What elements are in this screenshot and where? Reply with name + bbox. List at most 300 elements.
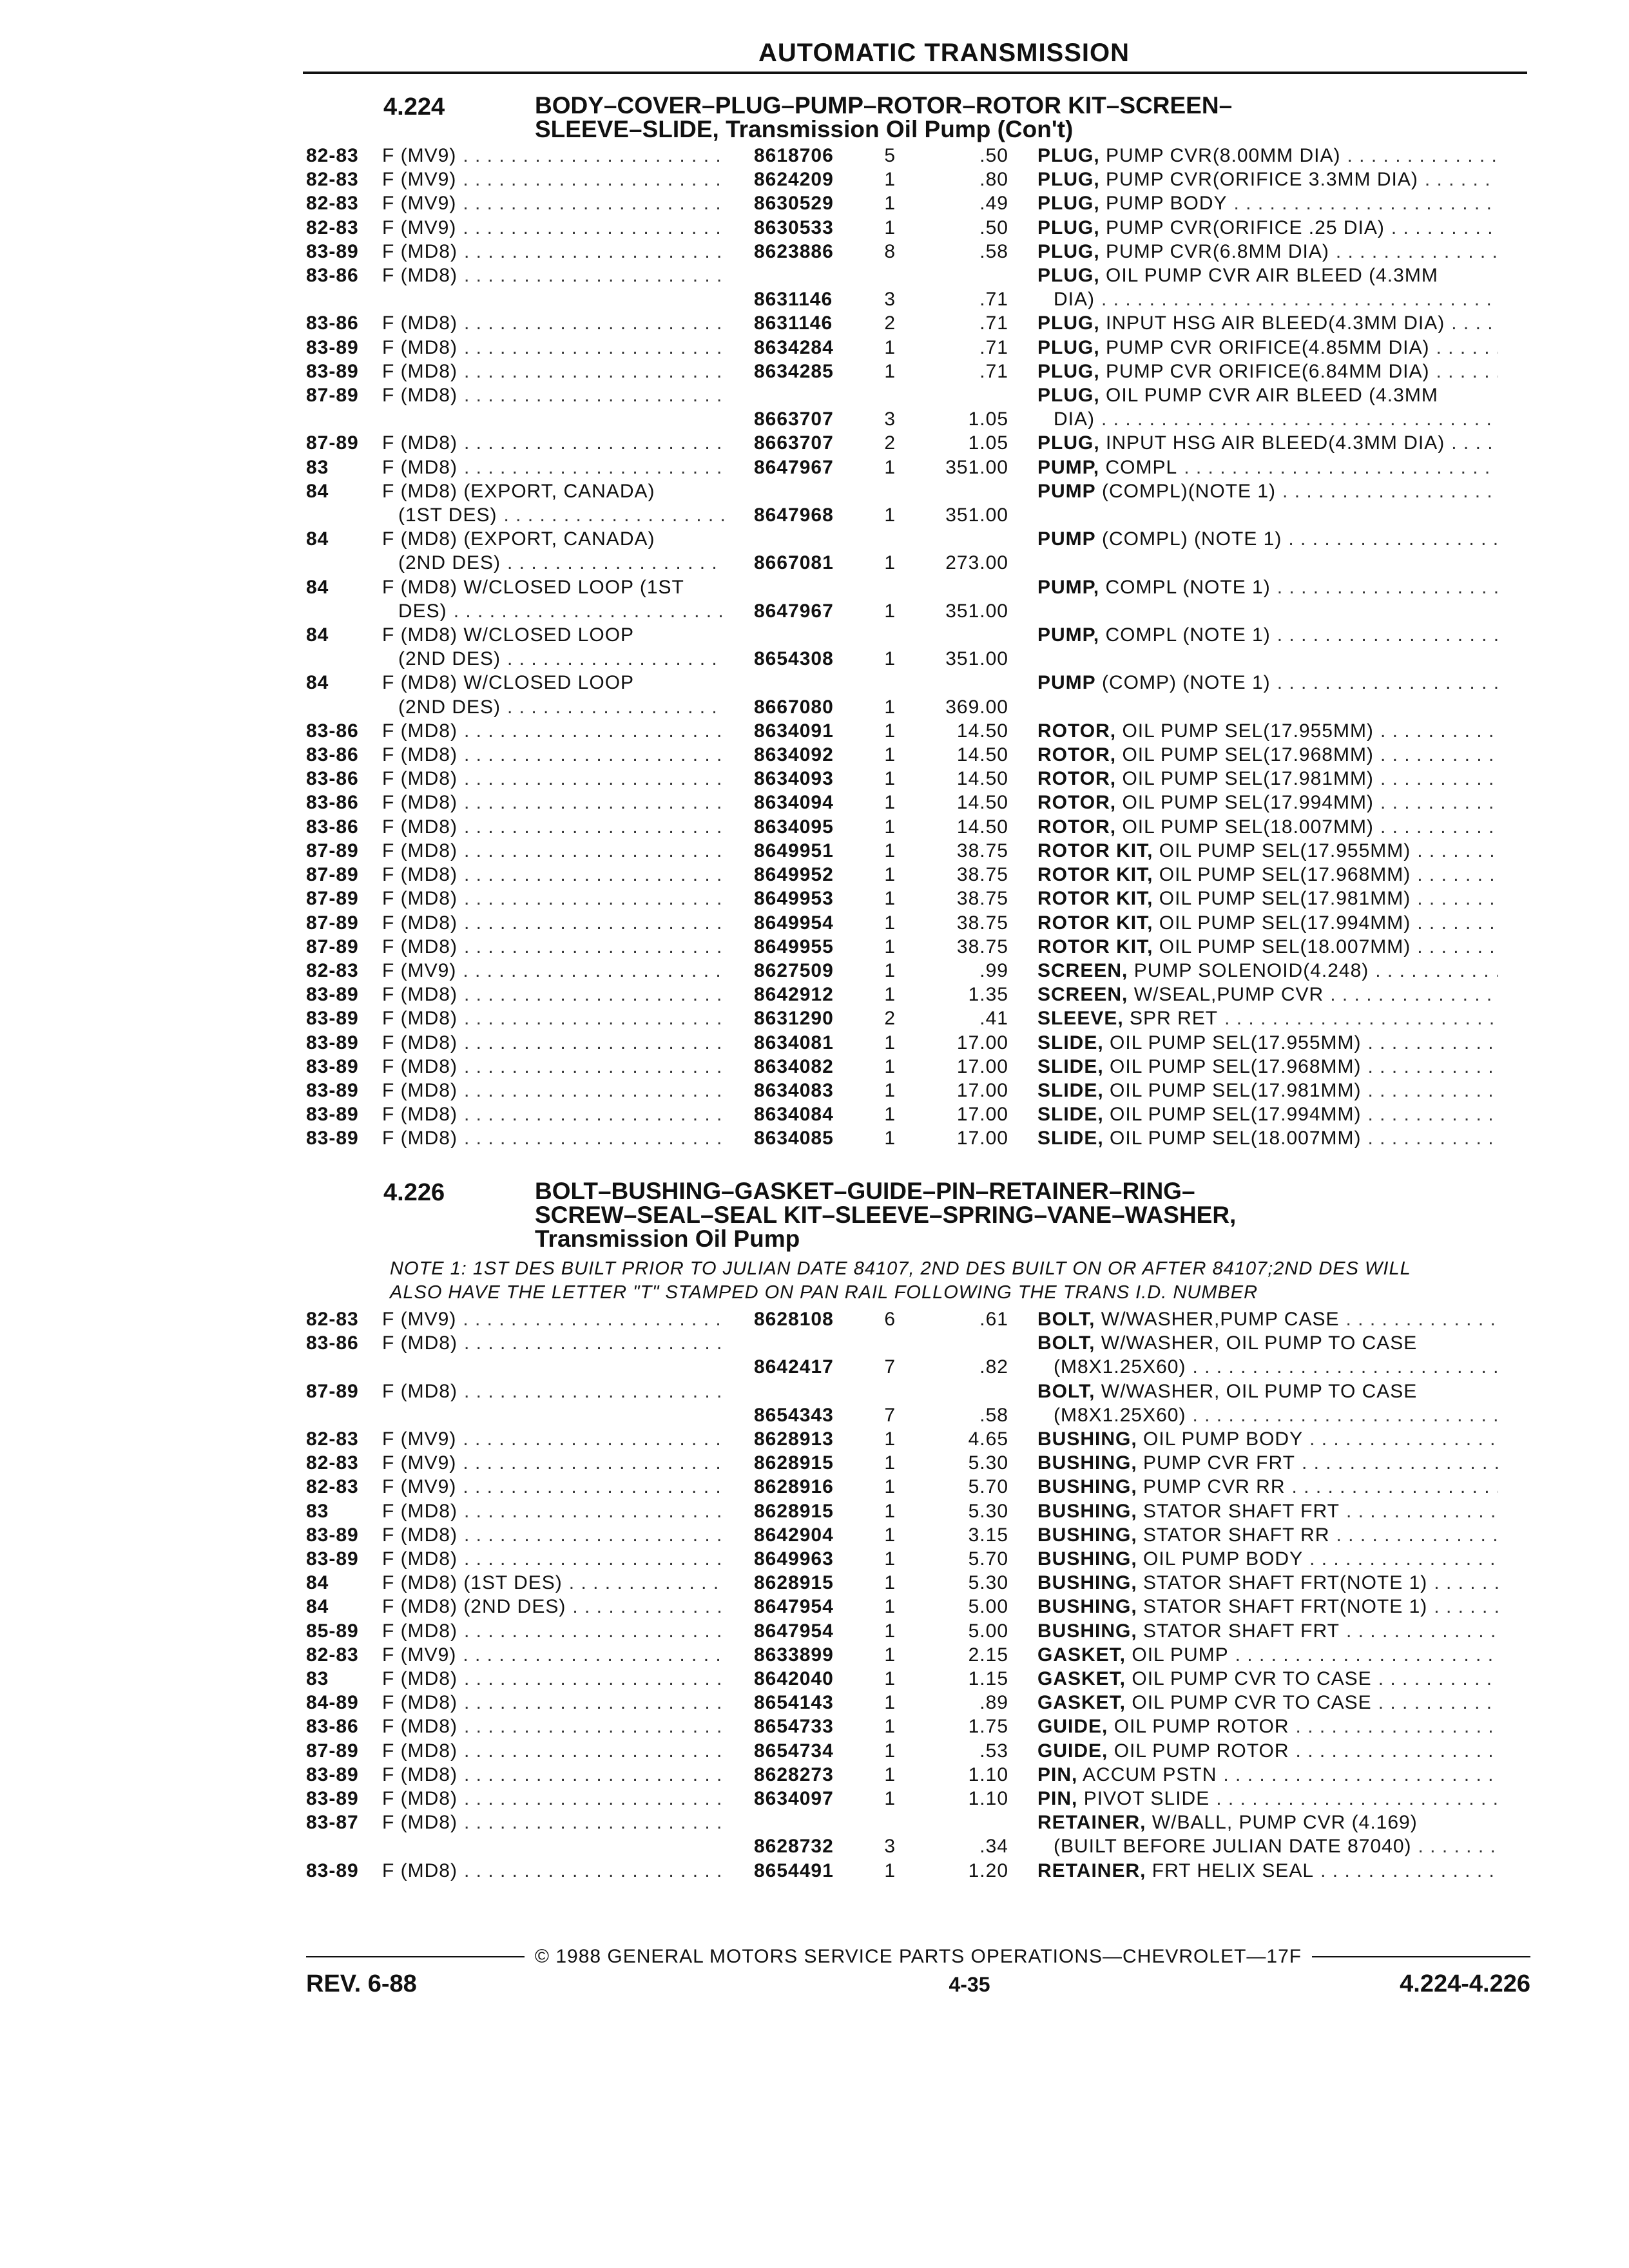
model-year: 83-89 — [306, 1524, 359, 1546]
description-line — [1037, 623, 1498, 647]
model-text: F (MD8) — [382, 1079, 458, 1101]
part-number: 8634284 — [754, 336, 834, 358]
model-year: 83-89 — [306, 360, 359, 382]
description-line — [1037, 1763, 1498, 1787]
price: 369.00 — [945, 696, 1008, 718]
model-code — [382, 1787, 754, 1811]
description-text: OIL PUMP SEL(18.007MM) — [1116, 816, 1374, 838]
description-line — [1037, 216, 1498, 240]
model-code — [382, 431, 754, 455]
table-row — [306, 791, 1530, 814]
description-text: DIA) — [1054, 408, 1095, 430]
description — [1037, 1379, 1498, 1427]
table-row — [306, 1499, 1530, 1523]
description-text: OIL PUMP SEL(17.968MM) — [1116, 744, 1374, 766]
leader-dots — [464, 1619, 725, 1643]
part-number: 8628273 — [754, 1763, 834, 1785]
model-text: F (MV9) — [382, 1476, 457, 1498]
model-code — [382, 1811, 754, 1858]
model-line — [382, 911, 754, 935]
price: 17.00 — [956, 1032, 1008, 1053]
model-year: 87-89 — [306, 385, 359, 407]
model-code — [382, 1523, 754, 1547]
model-code — [382, 1307, 754, 1331]
model-code — [382, 311, 754, 335]
model-line — [382, 887, 754, 910]
model-line — [382, 839, 754, 863]
description — [1037, 575, 1498, 623]
leader-dots — [464, 431, 725, 455]
description-line — [1037, 1355, 1498, 1379]
model-line — [382, 935, 754, 959]
table-row — [306, 1811, 1530, 1858]
description-line — [1037, 1571, 1498, 1595]
leader-dots — [464, 360, 725, 383]
description — [1037, 1523, 1498, 1547]
model-year: 83-89 — [306, 1548, 359, 1570]
model-line — [382, 983, 754, 1006]
model-year: 83 — [306, 1500, 329, 1522]
table-row — [306, 191, 1530, 215]
section-number: 4.224 — [383, 93, 445, 120]
price: 3.15 — [968, 1524, 1008, 1546]
quantity: 5 — [884, 145, 896, 166]
model-text: F (MD8) — [382, 1055, 458, 1077]
description-line — [1037, 527, 1498, 551]
model-line — [382, 1307, 754, 1331]
model-text: F (MD8) — [382, 1812, 458, 1834]
leader-dots — [1336, 1523, 1499, 1547]
model-line — [382, 1691, 754, 1715]
model-line — [382, 1811, 754, 1834]
part-name: SLIDE, — [1037, 1079, 1104, 1101]
price: 5.30 — [968, 1500, 1008, 1522]
price: 351.00 — [945, 648, 1008, 670]
part-name: PLUG, — [1037, 385, 1100, 407]
model-line — [382, 240, 754, 264]
description-text: PUMP CVR RR — [1137, 1476, 1286, 1498]
leader-dots — [463, 1451, 725, 1475]
model-text: F (MV9) — [382, 169, 457, 191]
part-name: ROTOR, — [1037, 744, 1117, 766]
leader-dots — [464, 456, 725, 479]
model-year: 82-83 — [306, 1452, 359, 1474]
model-line — [382, 1475, 754, 1499]
description — [1037, 336, 1498, 360]
part-number: 8628108 — [754, 1309, 834, 1330]
leader-dots — [463, 959, 725, 983]
model-code — [382, 1006, 754, 1030]
description-text: OIL PUMP SEL(17.994MM) — [1103, 1104, 1362, 1126]
description-line — [1037, 1427, 1498, 1451]
model-line — [382, 1571, 754, 1595]
model-year: 82-83 — [306, 1476, 359, 1498]
leader-dots — [464, 743, 725, 767]
leader-dots — [464, 791, 725, 814]
description-text: PUMP CVR ORIFICE(6.84MM DIA) — [1099, 360, 1430, 382]
leader-dots — [1451, 431, 1498, 455]
description-text: OIL PUMP SEL(17.968MM) — [1103, 1055, 1362, 1077]
model-text: F (MD8) W/CLOSED LOOP — [382, 624, 635, 646]
model-year: 83-86 — [306, 744, 359, 766]
leader-dots — [464, 1811, 725, 1834]
part-number: 8647967 — [754, 456, 834, 478]
model-text: F (MD8) — [382, 1788, 458, 1810]
model-text: F (MV9) — [382, 1452, 457, 1474]
table-row — [306, 839, 1530, 863]
description-text: OIL PUMP SEL(17.981MM) — [1116, 768, 1374, 790]
description-line — [1037, 311, 1498, 335]
description — [1037, 1595, 1498, 1619]
table-row — [306, 216, 1530, 240]
leader-dots — [1436, 360, 1498, 383]
quantity: 1 — [884, 816, 896, 838]
description — [1037, 527, 1498, 575]
table-row — [306, 1006, 1530, 1030]
quantity: 2 — [884, 1008, 896, 1030]
part-name: PLUG, — [1037, 240, 1100, 262]
description-line — [1037, 1331, 1498, 1355]
description-line — [1037, 1523, 1498, 1547]
quantity: 1 — [884, 1620, 896, 1642]
description — [1037, 1331, 1498, 1379]
model-year: 84 — [306, 576, 329, 598]
part-number: 8654733 — [754, 1716, 834, 1738]
description — [1037, 264, 1498, 311]
leader-dots — [464, 1006, 725, 1030]
model-line — [382, 1006, 754, 1030]
description-text: PIVOT SLIDE — [1077, 1788, 1210, 1810]
price: 17.00 — [956, 1055, 1008, 1077]
model-line — [382, 743, 754, 767]
model-code — [382, 671, 754, 718]
leader-dots — [1378, 1691, 1498, 1715]
description-line — [1037, 191, 1498, 215]
description — [1037, 1739, 1498, 1763]
price: 1.20 — [968, 1860, 1008, 1881]
table-row — [306, 1691, 1530, 1715]
price: 1.10 — [968, 1788, 1008, 1810]
part-name: ROTOR, — [1037, 792, 1117, 814]
part-name: SCREEN, — [1037, 984, 1128, 1006]
model-line — [382, 1427, 754, 1451]
part-name: GASKET, — [1037, 1692, 1126, 1714]
part-number: 8628915 — [754, 1452, 834, 1474]
model-year: 83-89 — [306, 1055, 359, 1077]
part-name: BUSHING, — [1037, 1524, 1137, 1546]
model-text: F (MV9) — [382, 193, 457, 215]
price: 38.75 — [956, 864, 1008, 886]
part-number: 8649952 — [754, 864, 834, 886]
part-name: SLIDE, — [1037, 1032, 1104, 1053]
description-line — [1037, 1859, 1498, 1883]
part-name: GASKET, — [1037, 1644, 1126, 1666]
price: 1.75 — [968, 1716, 1008, 1738]
model-code — [382, 360, 754, 383]
quantity: 7 — [884, 1404, 896, 1426]
model-text: F (MD8) — [382, 432, 458, 454]
description-text: PUMP CVR ORIFICE(4.85MM DIA) — [1099, 336, 1430, 358]
quantity: 1 — [884, 1692, 896, 1714]
table-row — [306, 1547, 1530, 1571]
model-line — [382, 575, 754, 599]
description-text: PUMP BODY — [1099, 193, 1228, 215]
description-text: W/BALL, PUMP CVR (4.169) — [1146, 1812, 1418, 1834]
price: 5.70 — [968, 1548, 1008, 1570]
description-line — [1037, 911, 1498, 935]
part-name: ROTOR KIT, — [1037, 840, 1153, 861]
model-text: F (MD8) — [382, 936, 458, 957]
model-code — [382, 911, 754, 935]
model-code — [382, 1055, 754, 1079]
leader-dots — [1282, 479, 1498, 503]
model-year: 82-83 — [306, 193, 359, 215]
model-text: F (MD8) — [382, 336, 458, 358]
leader-dots — [1184, 456, 1498, 479]
part-name: RETAINER, — [1037, 1860, 1146, 1881]
description-line — [1037, 1834, 1498, 1858]
leader-dots — [1451, 311, 1498, 335]
model-text: F (MV9) — [382, 1644, 457, 1666]
part-number: 8631146 — [754, 289, 833, 311]
description — [1037, 815, 1498, 839]
description — [1037, 1102, 1498, 1126]
price: 5.30 — [968, 1572, 1008, 1594]
model-year: 83-89 — [306, 240, 359, 262]
leader-dots — [464, 1055, 725, 1079]
leader-dots — [1277, 623, 1498, 647]
table-row — [306, 1667, 1530, 1691]
model-code — [382, 815, 754, 839]
leader-dots — [1378, 1667, 1498, 1691]
quantity: 1 — [884, 768, 896, 790]
part-number: 8634094 — [754, 792, 834, 814]
model-text: F (MD8) — [382, 312, 458, 334]
model-text: F (MV9) — [382, 1309, 457, 1330]
table-row — [306, 1619, 1530, 1643]
price: 14.50 — [956, 816, 1008, 838]
model-code — [382, 479, 754, 527]
quantity: 1 — [884, 1079, 896, 1101]
model-line — [382, 311, 754, 335]
leader-dots — [1101, 287, 1498, 311]
part-number: 8628913 — [754, 1428, 834, 1450]
part-number: 8631146 — [754, 312, 833, 334]
model-line — [382, 671, 754, 695]
model-line — [382, 360, 754, 383]
part-number: 8667080 — [754, 696, 834, 718]
leader-dots — [464, 1379, 725, 1403]
section-note: NOTE 1: 1ST DES BUILT PRIOR TO JULIAN DATE 84107, 2ND DES BUILT ON OR AFTER 84107;2ND DES WILL ALSO HAVE THE LETTER "T" STAMPED ON PAN RAIL FOLLOWING THE TRANS I.D. NUMBER — [390, 1258, 1411, 1303]
table-row — [306, 383, 1530, 431]
description — [1037, 1547, 1498, 1571]
footer-rule — [306, 1956, 525, 1957]
model-line — [382, 1595, 754, 1619]
model-line — [382, 1763, 754, 1787]
quantity: 1 — [884, 1128, 896, 1149]
table-row — [306, 887, 1530, 910]
model-line — [382, 1055, 754, 1079]
leader-dots — [1216, 1787, 1498, 1811]
description-line — [1037, 1619, 1498, 1643]
description — [1037, 719, 1498, 743]
model-text: F (MD8) — [382, 1332, 458, 1354]
description — [1037, 479, 1498, 527]
model-code — [382, 1619, 754, 1643]
table-row — [306, 983, 1530, 1006]
description-line — [1037, 1403, 1498, 1427]
model-code — [382, 983, 754, 1006]
part-name: PUMP, — [1037, 576, 1100, 598]
leader-dots — [464, 1547, 725, 1571]
table-row — [306, 431, 1530, 455]
model-code — [382, 839, 754, 863]
price: 38.75 — [956, 888, 1008, 910]
model-year: 87-89 — [306, 912, 359, 934]
table-row — [306, 1763, 1530, 1787]
price: 17.00 — [956, 1104, 1008, 1126]
table-row — [306, 935, 1530, 959]
model-text: F (MD8) — [382, 456, 458, 478]
leader-dots — [464, 1126, 725, 1150]
description — [1037, 959, 1498, 983]
leader-dots — [464, 1739, 725, 1763]
description-text: OIL PUMP CVR TO CASE — [1126, 1692, 1372, 1714]
description-line — [1037, 336, 1498, 360]
model-year: 84 — [306, 1596, 329, 1618]
description-text: OIL PUMP SEL(18.007MM) — [1153, 936, 1411, 957]
part-number: 8634083 — [754, 1079, 834, 1101]
leader-dots — [464, 863, 725, 887]
model-year: 84 — [306, 480, 329, 502]
leader-dots — [464, 1079, 725, 1102]
section-heading — [383, 93, 1530, 141]
model-line — [382, 863, 754, 887]
price: 2.15 — [968, 1644, 1008, 1666]
quantity: 8 — [884, 240, 896, 262]
leader-dots — [1192, 1403, 1498, 1427]
description-text: W/SEAL,PUMP CVR — [1128, 984, 1324, 1006]
model-line — [382, 264, 754, 287]
model-text: F (MD8) — [382, 1716, 458, 1738]
model-line — [382, 551, 754, 575]
model-code — [382, 719, 754, 743]
description — [1037, 1006, 1498, 1030]
page-number: 4-35 — [949, 1973, 990, 1996]
model-year: 87-89 — [306, 840, 359, 861]
part-name: BOLT, — [1037, 1332, 1095, 1354]
model-line — [382, 647, 754, 671]
part-number: 8649963 — [754, 1548, 834, 1570]
quantity: 1 — [884, 744, 896, 766]
quantity: 1 — [884, 1716, 896, 1738]
section-range: 4.224-4.226 — [1400, 1970, 1530, 1997]
model-text: (2ND DES) — [398, 648, 501, 670]
quantity: 1 — [884, 1032, 896, 1053]
leader-dots — [1368, 1031, 1499, 1055]
model-line — [382, 719, 754, 743]
description-line — [1037, 360, 1498, 383]
table-row — [306, 1031, 1530, 1055]
table-row — [306, 1055, 1530, 1079]
description — [1037, 311, 1498, 335]
description — [1037, 216, 1498, 240]
model-code — [382, 1643, 754, 1667]
description — [1037, 767, 1498, 791]
description-text: INPUT HSG AIR BLEED(4.3MM DIA) — [1099, 312, 1445, 334]
leader-dots — [1368, 1102, 1499, 1126]
part-number: 8649951 — [754, 840, 834, 861]
quantity: 1 — [884, 959, 896, 981]
model-line — [382, 527, 754, 551]
description-text: PUMP CVR(ORIFICE 3.3MM DIA) — [1099, 169, 1418, 191]
model-year: 83-89 — [306, 1788, 359, 1810]
description-text: SPR RET — [1123, 1008, 1219, 1030]
description-text: FRT HELIX SEAL — [1146, 1860, 1315, 1881]
model-line — [382, 216, 754, 240]
part-name: ROTOR, — [1037, 768, 1117, 790]
model-year: 82-83 — [306, 145, 359, 166]
description-text: (COMPL)(NOTE 1) — [1095, 480, 1277, 502]
part-number: 8634092 — [754, 744, 834, 766]
page-header — [303, 39, 1527, 74]
leader-dots — [507, 551, 725, 575]
part-name: BUSHING, — [1037, 1500, 1137, 1522]
description — [1037, 1079, 1498, 1102]
description-line — [1037, 1031, 1498, 1055]
model-text: F (MD8) (2ND DES) — [382, 1596, 566, 1618]
price: 1.10 — [968, 1763, 1008, 1785]
leader-dots — [464, 311, 725, 335]
copyright-text: © 1988 GENERAL MOTORS SERVICE PARTS OPERATIONS—CHEVROLET—17F — [534, 1946, 1302, 1967]
description — [1037, 191, 1498, 215]
table-row — [306, 456, 1530, 479]
quantity: 1 — [884, 1596, 896, 1618]
part-number: 8628915 — [754, 1500, 834, 1522]
table-row — [306, 767, 1530, 791]
leader-dots — [1418, 1834, 1499, 1858]
leader-dots — [463, 216, 725, 240]
model-text: F (MD8) — [382, 1008, 458, 1030]
description-line — [1037, 1102, 1498, 1126]
part-name: PUMP — [1037, 480, 1096, 502]
part-number: 8649955 — [754, 936, 834, 957]
model-year: 83-89 — [306, 1079, 359, 1101]
leader-dots — [1368, 1079, 1499, 1102]
quantity: 3 — [884, 1836, 896, 1858]
price: .58 — [979, 1404, 1008, 1426]
model-line — [382, 1667, 754, 1691]
model-code — [382, 1859, 754, 1883]
table-row — [306, 240, 1530, 264]
quantity: 2 — [884, 312, 896, 334]
part-name: RETAINER, — [1037, 1812, 1146, 1834]
description — [1037, 1667, 1498, 1691]
description-line — [1037, 1079, 1498, 1102]
quantity: 7 — [884, 1356, 896, 1378]
leader-dots — [1380, 791, 1498, 814]
leader-dots — [464, 983, 725, 1006]
leader-dots — [1309, 1427, 1498, 1451]
model-text: F (MD8) — [382, 1548, 458, 1570]
model-line — [382, 1126, 754, 1150]
part-number: 8634084 — [754, 1104, 834, 1126]
model-code — [382, 1079, 754, 1102]
description — [1037, 1619, 1498, 1643]
model-year: 83-89 — [306, 984, 359, 1006]
part-name: PUMP, — [1037, 456, 1100, 478]
model-text: F (MD8) — [382, 1740, 458, 1762]
